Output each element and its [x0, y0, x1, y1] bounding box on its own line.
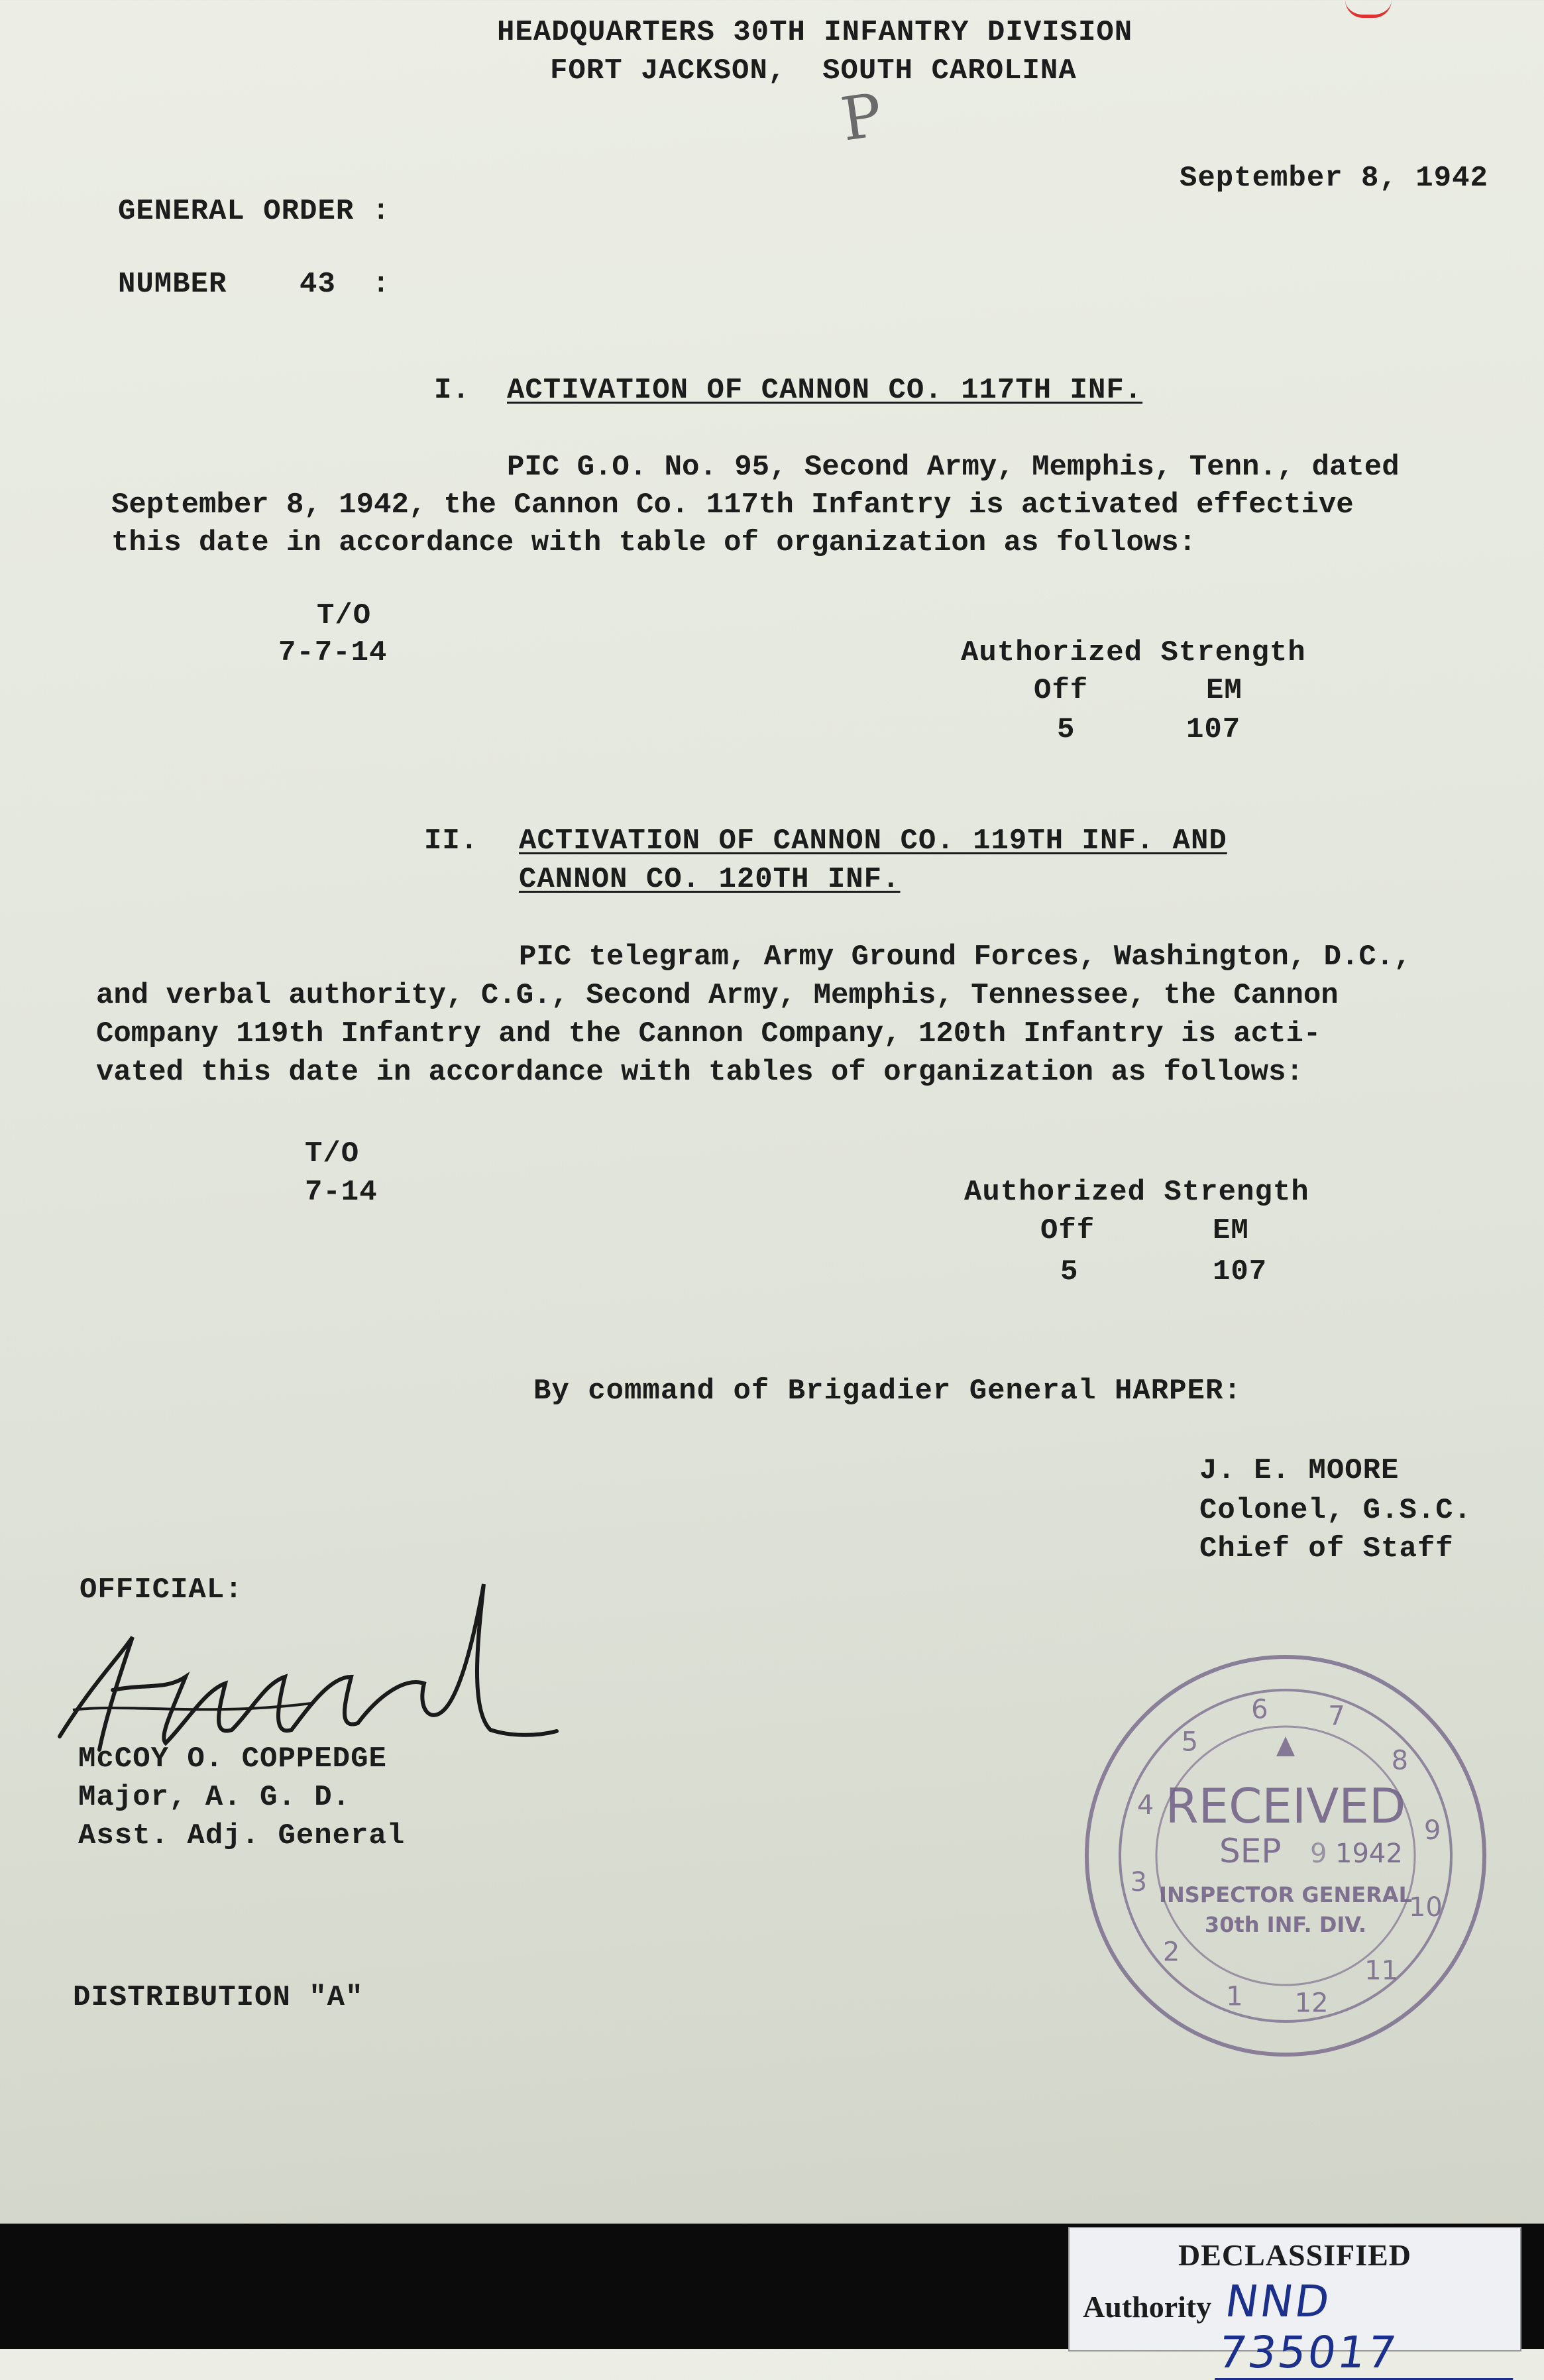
section2-body-line2: and verbal authority, C.G., Second Army, Memphis, Tennessee, the Cannon	[96, 979, 1339, 1012]
stamp-dial-number: 1	[1226, 1981, 1243, 2012]
official-rank: Major, A. G. D.	[78, 1781, 351, 1814]
official-name: McCOY O. COPPEDGE	[78, 1742, 387, 1776]
section2-body-line3: Company 119th Infantry and the Cannon Company, 120th Infantry is acti-	[96, 1017, 1321, 1050]
stamp-dial-number: 3	[1130, 1867, 1148, 1898]
section1-to-label: T/O	[317, 599, 372, 632]
section2-off-label: Off	[1040, 1214, 1095, 1247]
received-stamp	[1077, 1647, 1494, 2065]
stamp-received: RECEIVED	[1165, 1778, 1406, 1834]
header-line2: FORT JACKSON, SOUTH CAROLINA	[550, 54, 1077, 87]
general-order-label: GENERAL ORDER :	[118, 195, 391, 228]
official-label: OFFICIAL:	[80, 1573, 243, 1607]
order-date: September 8, 1942	[1180, 162, 1488, 195]
section2-body-line4: vated this date in accordance with tables of organization as follows:	[96, 1056, 1303, 1089]
stamp-dial-number: 12	[1294, 1988, 1329, 2019]
section1-body-line1: PIC G.O. No. 95, Second Army, Memphis, Tenn., dated	[507, 451, 1400, 484]
stamp-office-line2: 30th INF. DIV.	[1204, 1912, 1367, 1937]
declassified-title: DECLASSIFIED	[1178, 2238, 1411, 2272]
stamp-month: SEP	[1219, 1832, 1282, 1870]
section2-to-value: 7-14	[305, 1176, 378, 1209]
section1-to-value: 7-7-14	[278, 636, 388, 669]
chief-title: Chief of Staff	[1199, 1532, 1454, 1565]
section1-numeral: I.	[434, 374, 470, 407]
section2-numeral: II.	[424, 824, 479, 858]
section1-body-line2: September 8, 1942, the Cannon Co. 117th Infantry is activated effective	[111, 488, 1354, 522]
section2-off-value: 5	[1060, 1255, 1079, 1288]
stamp-dial-number: 10	[1408, 1892, 1443, 1923]
stamp-dial-number: 11	[1364, 1955, 1399, 1986]
declassified-authority-value: NND 735017	[1215, 2276, 1527, 2380]
chief-rank: Colonel, G.S.C.	[1199, 1494, 1472, 1527]
stamp-year: 1942	[1335, 1839, 1403, 1869]
stamp-dial-number: 9	[1423, 1815, 1441, 1846]
section2-em-value: 107	[1213, 1255, 1268, 1288]
stamp-dial-number: 8	[1391, 1745, 1409, 1776]
declassified-authority-label: Authority	[1083, 2290, 1212, 2324]
section1-off-label: Off	[1034, 674, 1089, 707]
stamp-dial-number: 7	[1328, 1701, 1345, 1732]
section1-body-line3: this date in accordance with table of organization as follows:	[111, 526, 1197, 559]
section2-em-label: EM	[1213, 1214, 1249, 1247]
stamp-office-line1: INSPECTOR GENERAL	[1159, 1882, 1412, 1907]
stamp-dial-number: 5	[1181, 1727, 1199, 1758]
stamp-emblem-icon	[1276, 1736, 1296, 1756]
red-pencil-mark	[1345, 0, 1392, 18]
section2-heading-line1: ACTIVATION OF CANNON CO. 119TH INF. AND	[519, 824, 1227, 858]
header-line1: HEADQUARTERS 30TH INFANTRY DIVISION	[497, 16, 1133, 49]
section1-em-value: 107	[1186, 713, 1241, 746]
section1-heading: ACTIVATION OF CANNON CO. 117TH INF.	[507, 374, 1143, 407]
section2-to-label: T/O	[305, 1137, 360, 1170]
official-title: Asst. Adj. General	[78, 1819, 406, 1852]
section1-auth-label: Authorized Strength	[961, 636, 1306, 669]
declassified-label	[1068, 2227, 1521, 2378]
order-number-label: NUMBER 43 :	[118, 268, 391, 301]
section1-em-label: EM	[1206, 674, 1242, 707]
handwritten-mark: P	[836, 80, 887, 155]
chief-name: J. E. MOORE	[1199, 1454, 1400, 1487]
stamp-day: 9	[1310, 1839, 1327, 1869]
section2-heading-line2: CANNON CO. 120TH INF.	[519, 863, 901, 896]
command-line: By command of Brigadier General HARPER:	[533, 1375, 1242, 1408]
section1-off-value: 5	[1057, 713, 1075, 746]
section2-body-line1: PIC telegram, Army Ground Forces, Washington, D.C.,	[519, 940, 1411, 974]
stamp-dial-number: 6	[1251, 1694, 1268, 1725]
section2-auth-label: Authorized Strength	[964, 1176, 1309, 1209]
stamp-dial-number: 2	[1162, 1937, 1180, 1968]
stamp-dial-number: 4	[1136, 1790, 1154, 1821]
distribution-line: DISTRIBUTION "A"	[73, 1981, 364, 2014]
